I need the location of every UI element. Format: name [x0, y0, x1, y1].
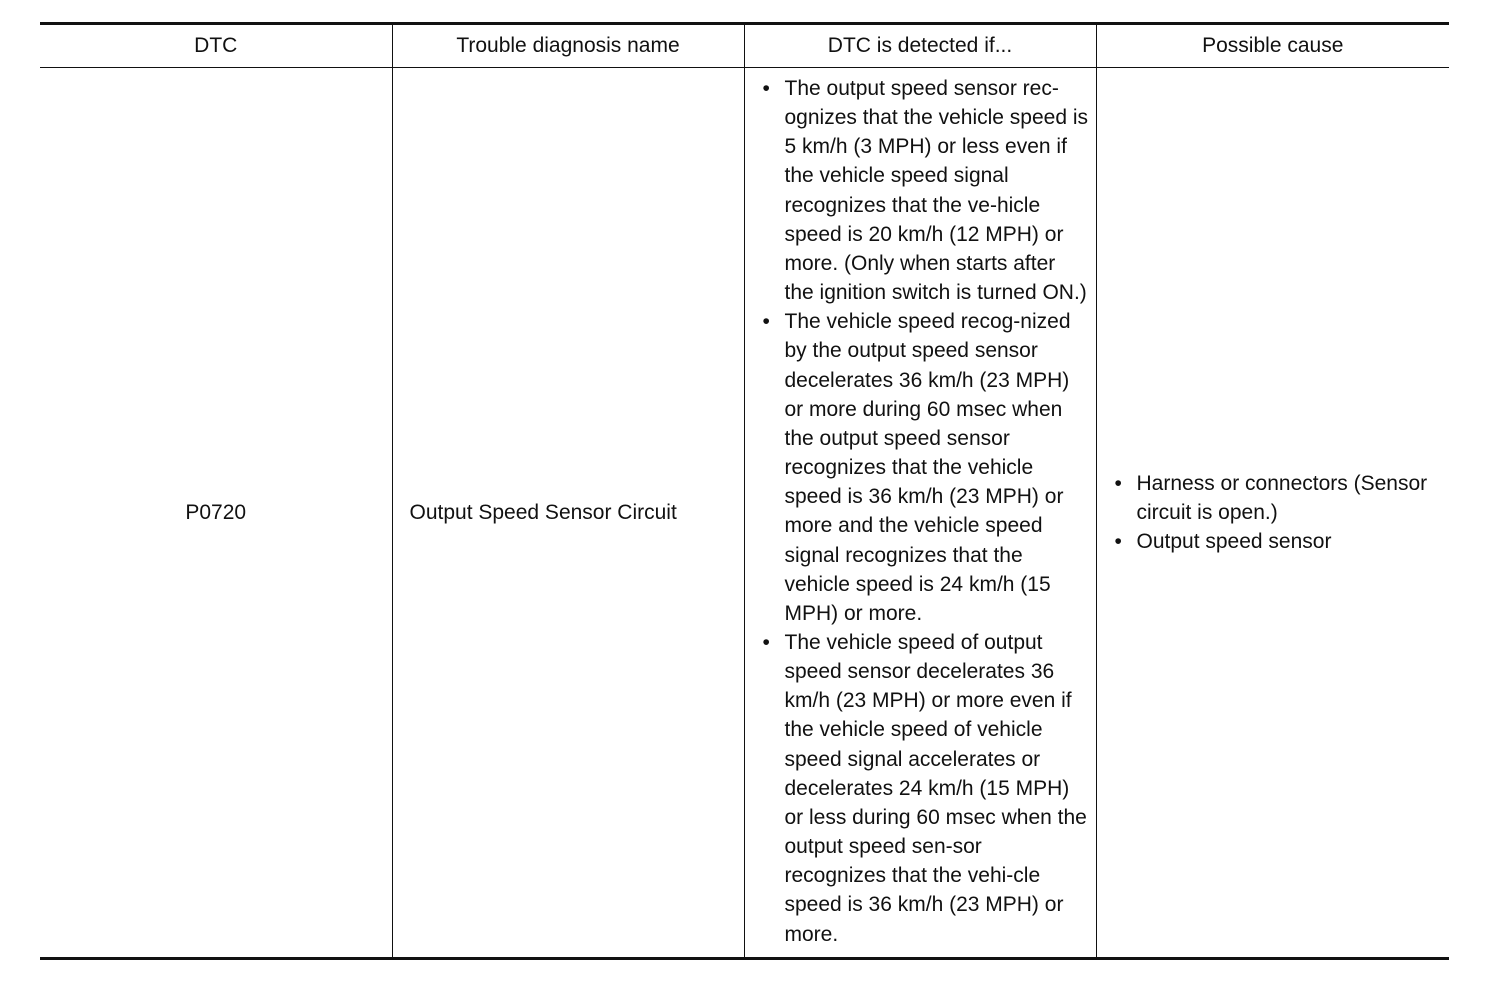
header-dtc: DTC — [40, 24, 392, 68]
header-possible-cause: Possible cause — [1096, 24, 1449, 68]
detection-conditions — [744, 68, 1096, 959]
detection-condition-item: • The vehicle speed of output speed sensor decelerates 36 km/h (23 MPH) or more even if the vehicle speed of vehicle speed signal accelerates or decelerates 24 km/h (15 MPH) or less during 60 msec when the output speed sen-sor recognizes that the vehi-cle speed is 36 km/h (23 MPH) or more. — [759, 628, 1089, 949]
possible-cause-item: • Output speed sensor — [1111, 527, 1450, 556]
trouble-diagnosis-name: Output Speed Sensor Circuit — [392, 68, 744, 959]
possible-cause-item: • Harness or connectors (Sensor circuit is open.) — [1111, 469, 1450, 527]
table-header — [40, 24, 1449, 68]
possible-causes — [1096, 68, 1449, 959]
detection-condition-list — [759, 74, 1089, 949]
possible-cause-list — [1111, 469, 1450, 556]
detection-condition-item: • The output speed sensor rec-ognizes that the vehicle speed is 5 km/h (3 MPH) or less even if the vehicle speed signal recognizes that the ve-hicle speed is 20 km/h (12 MPH) or more. (Only when starts after the ignition switch is turned ON.) — [759, 74, 1089, 307]
table-row — [40, 68, 1449, 959]
dtc-table — [40, 22, 1449, 960]
detection-condition-item: • The vehicle speed recog-nized by the output speed sensor decelerates 36 km/h (23 MPH) or more during 60 msec when the output speed sensor recognizes that the vehicle speed is 36 km/h (23 MPH) or more and the vehicle speed signal recognizes that the vehicle speed is 24 km/h (15 MPH) or more. — [759, 307, 1089, 628]
dtc-code: P0720 — [40, 68, 392, 959]
header-trouble-diagnosis-name: Trouble diagnosis name — [392, 24, 744, 68]
header-row — [40, 24, 1449, 68]
header-dtc-detected-if: DTC is detected if... — [744, 24, 1096, 68]
